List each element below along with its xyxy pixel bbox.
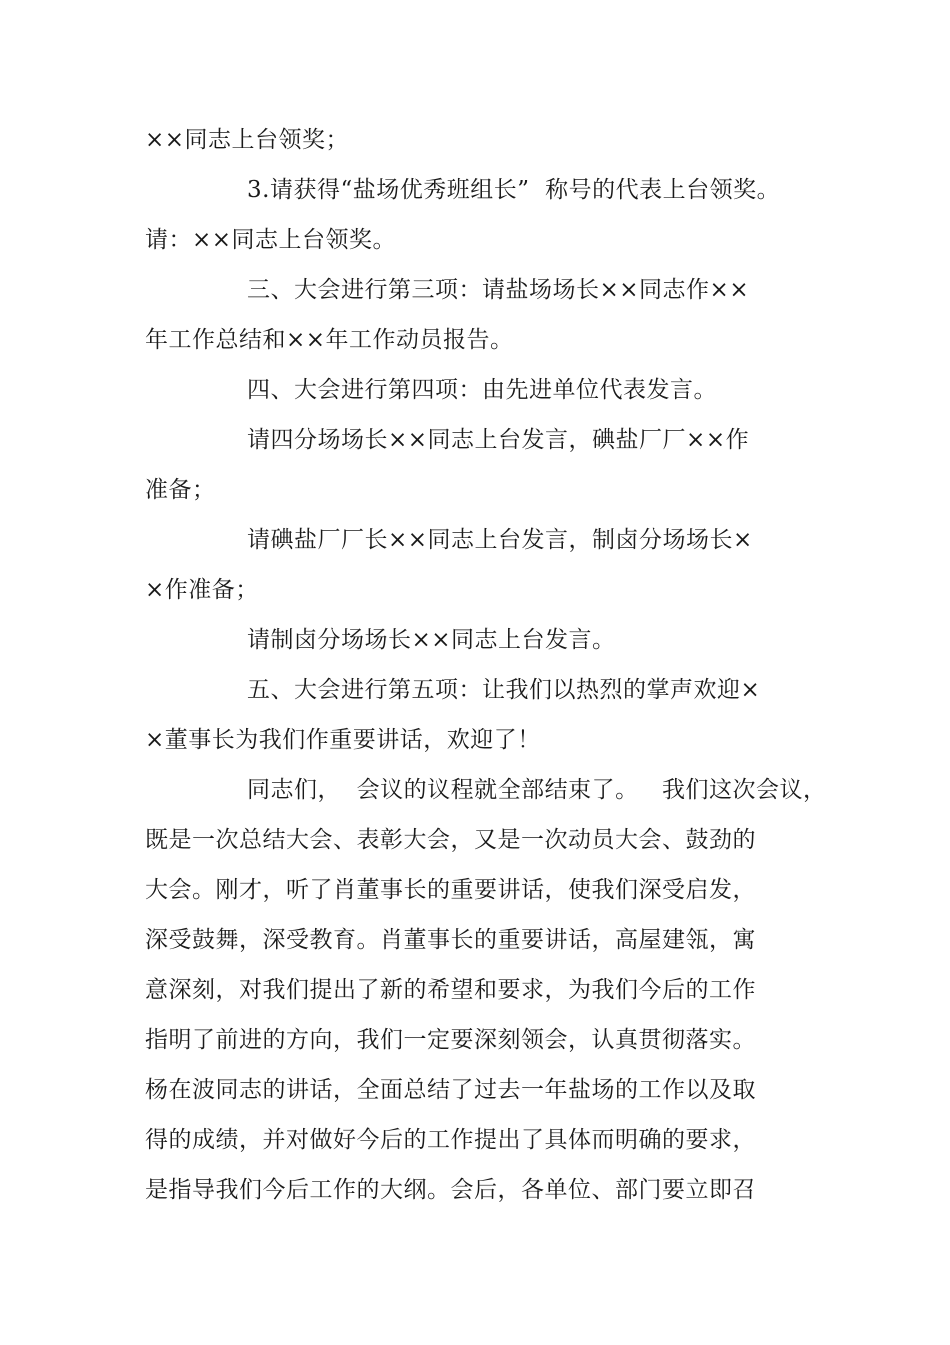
text-line: 同志们， 会议的议程就全部结束了。 我们这次会议， [247, 777, 827, 803]
text-line: 年工作总结和××年工作动员报告。 [145, 327, 514, 353]
text-line: 请制卤分场场长××同志上台发言。 [247, 627, 616, 653]
text-line: 三、大会进行第三项：请盐场场长××同志作×× [247, 277, 750, 303]
text-line: 杨在波同志的讲话，全面总结了过去一年盐场的工作以及取 [145, 1077, 756, 1103]
text-line: 既是一次总结大会、表彰大会，又是一次动员大会、鼓劲的 [145, 827, 756, 853]
text-line: 准备； [145, 477, 216, 503]
text-line: 请碘盐厂厂长××同志上台发言，制卤分场场长× [247, 527, 753, 553]
text-line: ××同志上台领奖； [145, 127, 350, 153]
text-line: 指明了前进的方向，我们一定要深刻领会，认真贯彻落实。 [145, 1027, 756, 1053]
text-line: 请：××同志上台领奖。 [145, 227, 397, 253]
text-line: 意深刻，对我们提出了新的希望和要求，为我们今后的工作 [145, 977, 756, 1003]
text-line: 3.请获得“盐场优秀班组长” 称号的代表上台领奖。 [247, 177, 781, 203]
text-line: 五、大会进行第五项：让我们以热烈的掌声欢迎× [247, 677, 761, 703]
text-line: 深受鼓舞，深受教育。肖董事长的重要讲话，高屋建瓴，寓 [145, 927, 756, 953]
text-line: 是指导我们今后工作的大纲。会后，各单位、部门要立即召 [145, 1177, 756, 1203]
text-line: 四、大会进行第四项：由先进单位代表发言。 [247, 377, 717, 403]
text-line: ×董事长为我们作重要讲话，欢迎了！ [145, 727, 541, 753]
text-line: ×作准备； [145, 577, 259, 603]
text-line: 请四分场场长××同志上台发言，碘盐厂厂××作 [247, 427, 750, 453]
text-line: 大会。刚才，听了肖董事长的重要讲话，使我们深受启发， [145, 877, 756, 903]
text-line: 得的成绩，并对做好今后的工作提出了具体而明确的要求， [145, 1127, 756, 1153]
